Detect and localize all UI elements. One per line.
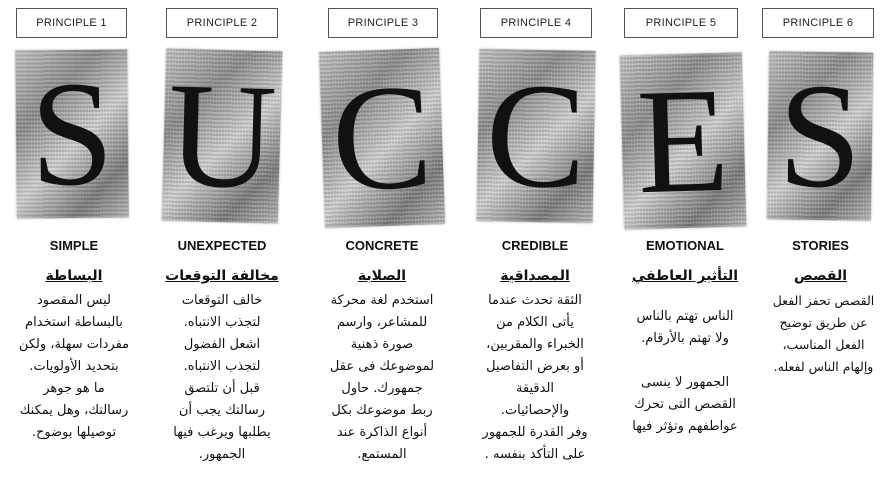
arabic-principle-title: الصلابة <box>357 268 407 284</box>
principle-title: UNEXPECTED <box>177 238 267 253</box>
arabic-principle-description: خالف التوقعات لتجذب الانتباه. اشعل الفضول لتجذب الانتباه. قبل أن تلتصق رسالتك يجب أن يطلبها ويرغب فيها الجمهور. <box>173 293 271 462</box>
arabic-principle-description: الثقة تحدث عندما يأتى الكلام من الخبراء والمقربين، أو بعرض التفاصيل الدقيقة والإحصائيات. وفر القدرة للجمهور على التأكد بنفسه . <box>482 293 588 462</box>
principle-label-box: PRINCIPLE 4 <box>480 8 592 38</box>
tape-letter-tile <box>620 52 747 229</box>
tile-letter: C <box>329 53 435 223</box>
tape-letter-tile <box>15 50 128 219</box>
arabic-principle-description: الناس تهتم بالناس ولا تهتم بالأرقام. الجمهور لا ينسى القصص التى تحرك عواطفهم وتؤثر فيها <box>632 309 738 434</box>
principle-column-1 <box>0 0 148 497</box>
principle-label-box: PRINCIPLE 2 <box>166 8 278 38</box>
tape-letter-tile <box>477 49 596 223</box>
principle-label-box: PRINCIPLE 3 <box>328 8 438 38</box>
arabic-principle-title: المصداقية <box>500 268 570 284</box>
tile-letter: S <box>777 52 863 220</box>
principle-title: EMOTIONAL <box>646 238 724 253</box>
principle-column-6 <box>760 0 891 497</box>
principle-column-3 <box>296 0 448 497</box>
principle-title: CREDIBLE <box>501 238 569 253</box>
tape-letter-tile <box>162 49 282 224</box>
tile-letter: E <box>635 56 731 226</box>
principle-title: SIMPLE <box>49 238 99 253</box>
arabic-principle-title: مخالفة التوقعات <box>165 268 279 284</box>
principle-title: CONCRETE <box>345 238 419 253</box>
tile-letter: C <box>484 52 588 220</box>
arabic-principle-title: القصص <box>793 268 848 284</box>
arabic-principle-description: ليس المقصود بالبساطة استخدام مفردات سهلة، ولكن بتحديد الأولويات. ما هو جوهر رسالتك، وهل يمكنك توصيلها بوضوح. <box>18 293 130 440</box>
principle-label-box: PRINCIPLE 6 <box>762 8 874 38</box>
principle-column-5 <box>610 0 760 497</box>
arabic-principle-description: القصص تحفز الفعل عن طريق توضيح الفعل المناسب، وإلهام الناس لفعله. <box>772 293 875 374</box>
arabic-principle-description: استخدم لغة محركة للمشاعر، وارسم صورة ذهنية لموضوعك فى عقل جمهورك. حاول ربط موضوعك بكل أنواع الذاكرة عند المستمع. <box>329 293 435 462</box>
principle-column-4 <box>460 0 610 497</box>
arabic-principle-title: البساطة <box>45 268 103 284</box>
tape-letter-tile <box>319 48 445 228</box>
tile-letter: U <box>165 51 279 221</box>
tile-letter: S <box>29 50 115 218</box>
principle-label-box: PRINCIPLE 5 <box>624 8 738 38</box>
principle-column-2 <box>148 0 296 497</box>
tape-letter-tile <box>767 51 873 220</box>
principle-label-box: PRINCIPLE 1 <box>16 8 127 38</box>
principle-title: STORIES <box>792 238 849 253</box>
arabic-principle-title: التأثير العاطفي <box>631 268 739 284</box>
